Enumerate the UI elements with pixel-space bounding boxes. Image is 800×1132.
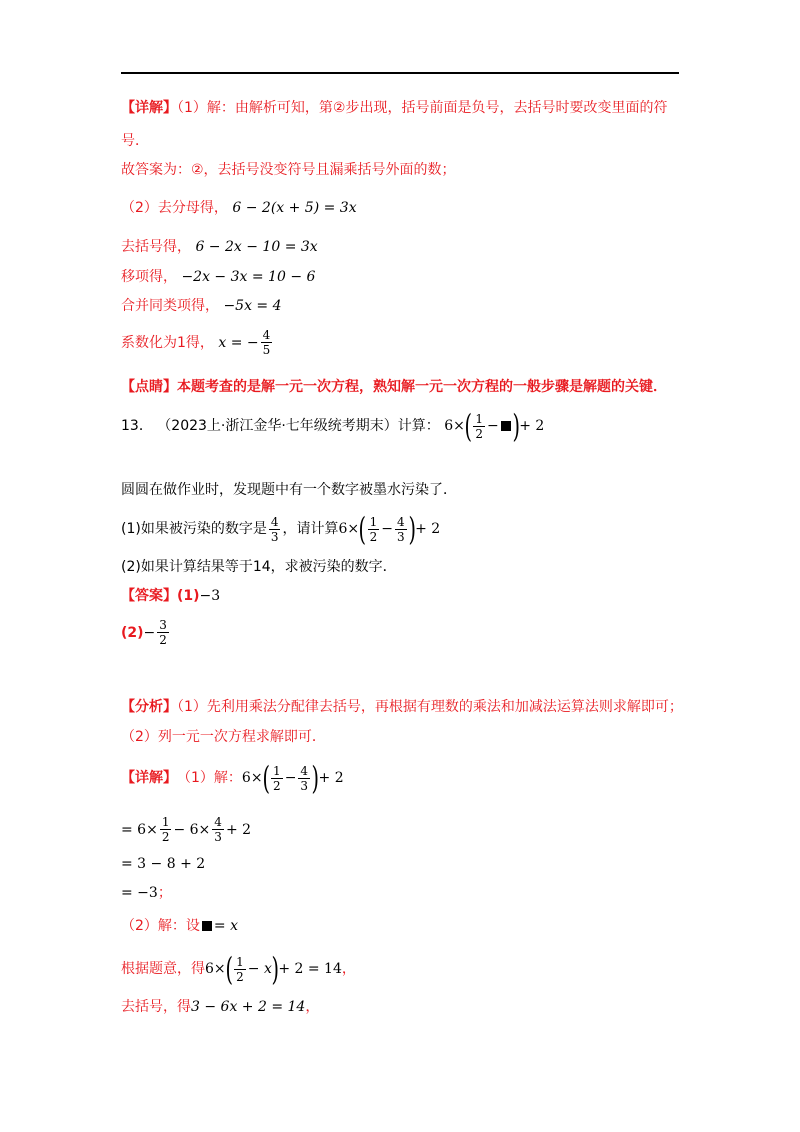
detail13-eq-label: 根据题意，得	[121, 961, 205, 977]
detail13-l2-half-den: 2	[161, 830, 170, 844]
ink-blot-icon	[202, 921, 212, 931]
analysis-text-1: （1）先利用乘法分配律去括号，再根据有理数的乘法和加减法运算法则求解即可；	[177, 699, 683, 715]
detail13-remove-label: 去括号，得	[121, 999, 191, 1015]
detail13-l2-mid: − 6×	[173, 821, 211, 838]
q13-p1-half-num: 1	[369, 514, 378, 529]
q13-expr-post: + 2	[519, 418, 545, 434]
answer-1-value: −3	[199, 588, 221, 604]
detail13-eq-pre: 6×	[205, 961, 226, 977]
answer-line-2	[121, 618, 171, 647]
answer-line-1	[121, 586, 220, 606]
detail-text-a: （1）解：由解析可知，第②步出现，括号前面是负号，去括号时要改变里面的符	[177, 100, 668, 116]
step4-label: 移项得，	[121, 269, 177, 285]
detail13-l4-expr: = −3	[121, 885, 158, 901]
detail13-tag: 【详解】	[121, 770, 177, 786]
step6	[121, 328, 274, 357]
detail13-43-num: 4	[300, 763, 309, 778]
answer-2-frac	[157, 618, 169, 647]
q13-part2	[121, 557, 397, 577]
analysis-line-2	[121, 727, 326, 747]
q13-title: 13． （2023上·浙江金华·七年级统考期末）计算： 6×( $\frac{1}{2}$ − )+ 2	[121, 407, 545, 445]
detail13-expr-post: + 2	[318, 770, 344, 786]
q13-p1-den2: 3	[396, 529, 405, 544]
answer-1-label: (1)	[177, 588, 200, 604]
q13-p1-frac2	[395, 515, 407, 544]
q13-number: 13．	[121, 418, 153, 434]
step3-label: 去括号得，	[121, 239, 191, 255]
detail13-part2	[121, 916, 238, 936]
detail13-l2-43	[212, 815, 224, 844]
step6-den: 5	[262, 343, 271, 357]
comment-tag: 【点睛】	[121, 379, 177, 395]
q13-p1-den: 3	[270, 529, 279, 544]
detail-text-b: 号．	[121, 133, 149, 149]
answer-2-sign: −	[143, 624, 156, 641]
left-paren: (	[464, 407, 472, 445]
q13-p1-frac	[269, 515, 281, 544]
step6-fraction	[261, 328, 273, 357]
step5	[121, 296, 282, 316]
detail13-eq-half-num: 1	[236, 954, 244, 969]
detail13-43	[298, 764, 310, 793]
step2-label: （2）去分母得，	[121, 200, 228, 216]
detail13-43-den: 3	[300, 778, 309, 793]
q13-part1: (1)如果被污染的数字是 $\frac{4}{3}$ ，请计算6×( $\frac{1}{2}$ − $\frac{4}{3}$ )+ 2	[121, 510, 441, 548]
analysis-text-2: （2）列一元一次方程求解即可．	[121, 729, 326, 745]
comment-line	[121, 377, 667, 397]
step6-label: 系数化为1得，	[121, 334, 214, 351]
q13-p1-num: 4	[270, 514, 279, 529]
q13-p1-a: (1)如果被污染的数字是	[121, 521, 267, 537]
detail13-part2-expr: = x	[213, 918, 238, 934]
detail13-eq-post: + 2 = 14	[278, 961, 342, 977]
step4-expr: −2x − 3x = 10 − 6	[181, 269, 316, 285]
detail13-eq-inner: − x	[247, 961, 272, 977]
detail13-l2-half	[160, 815, 172, 844]
q13-expr-pre: 6×	[444, 418, 465, 434]
step5-expr: −5x = 4	[223, 298, 282, 314]
step5-label: 合并同类项得，	[121, 298, 219, 314]
detail13-part2-label: （2）解：设	[121, 918, 200, 934]
step6-lhs: x = −	[218, 334, 259, 351]
detail13-line-2	[121, 815, 251, 844]
detail13-eq-half-den: 2	[236, 969, 244, 984]
detail13-expr-pre: 6×	[241, 770, 263, 786]
detail13-part1: （1）解：	[177, 770, 242, 786]
detail13-line-4	[121, 883, 172, 903]
ink-blot-icon	[501, 421, 511, 431]
right-paren: )	[512, 407, 520, 445]
step3-expr: 6 − 2x − 10 = 3x	[195, 239, 318, 255]
q13-source: （2023上·浙江金华·七年级统考期末）计算：	[157, 418, 440, 434]
q13-line2-text: 圆圆在做作业时，发现题中有一个数字被墨水污染了．	[121, 482, 457, 498]
q13-half-num: 1	[475, 411, 484, 426]
detail13-half-num: 1	[273, 763, 281, 778]
detail13-half-den: 2	[273, 778, 281, 793]
comment-text: 本题考查的是解一元一次方程，熟知解一元一次方程的一般步骤是解题的关键．	[177, 379, 667, 395]
step2	[121, 198, 357, 218]
detail13-l2-43-num: 4	[214, 815, 222, 829]
answer-2-den: 2	[159, 633, 167, 647]
answer-tag: 【答案】	[121, 588, 177, 604]
detail13-eq-half	[234, 955, 246, 984]
q13-half-den: 2	[475, 426, 484, 441]
q13-p1-half-den: 2	[369, 529, 378, 544]
detail-line-1	[121, 98, 667, 118]
q13-p1-expr-post: + 2	[415, 521, 441, 537]
detail13-l2-half-num: 1	[161, 815, 170, 829]
detail13-half	[271, 764, 283, 793]
detail13-remove	[121, 997, 319, 1017]
detail13-l2-43-den: 3	[214, 830, 222, 844]
q13-p1-expr-pre: 6×	[338, 521, 360, 537]
detail13-l4-end: ；	[157, 885, 172, 901]
detail-answer	[121, 160, 456, 180]
q13-p1-half	[368, 515, 380, 544]
q13-half	[473, 412, 485, 441]
step2-expr: 6 − 2(x + 5) = 3x	[232, 200, 357, 216]
detail13-line-1: 【详解】（1）解：6×( $\frac{1}{2}$ − $\frac{4}{3}$ )+ 2	[121, 759, 344, 797]
detail13-l2-pre: = 6×	[121, 821, 158, 838]
detail-tag: 【详解】	[121, 100, 177, 116]
detail13-eq-comma: ，	[341, 961, 356, 977]
q13-p1-b: ，请计算	[282, 521, 339, 537]
header-rule	[121, 72, 679, 74]
answer-2-num: 3	[159, 618, 167, 632]
q13-p2-text: (2)如果计算结果等于14，求被污染的数字．	[121, 559, 397, 575]
answer-2-label: (2)	[121, 624, 144, 641]
detail-line-2	[121, 131, 149, 151]
detail13-l2-post: + 2	[225, 821, 252, 838]
analysis-tag: 【分析】	[121, 699, 177, 715]
detail-answer-text: 故答案为：②，去括号没变符号且漏乘括号外面的数；	[121, 162, 456, 178]
q13-line2	[121, 480, 457, 500]
step3	[121, 237, 318, 257]
detail13-equation: 根据题意，得6×( $\frac{1}{2}$ − x)+ 2 = 14，	[121, 950, 356, 988]
step6-num: 4	[262, 328, 271, 342]
detail13-line-3: = 3 − 8 + 2	[121, 856, 206, 872]
q13-p1-num2: 4	[396, 514, 405, 529]
analysis-line-1	[121, 697, 683, 717]
step4	[121, 267, 315, 287]
detail13-remove-comma: ，	[305, 999, 320, 1015]
detail13-remove-expr: 3 − 6x + 2 = 14	[191, 999, 306, 1015]
